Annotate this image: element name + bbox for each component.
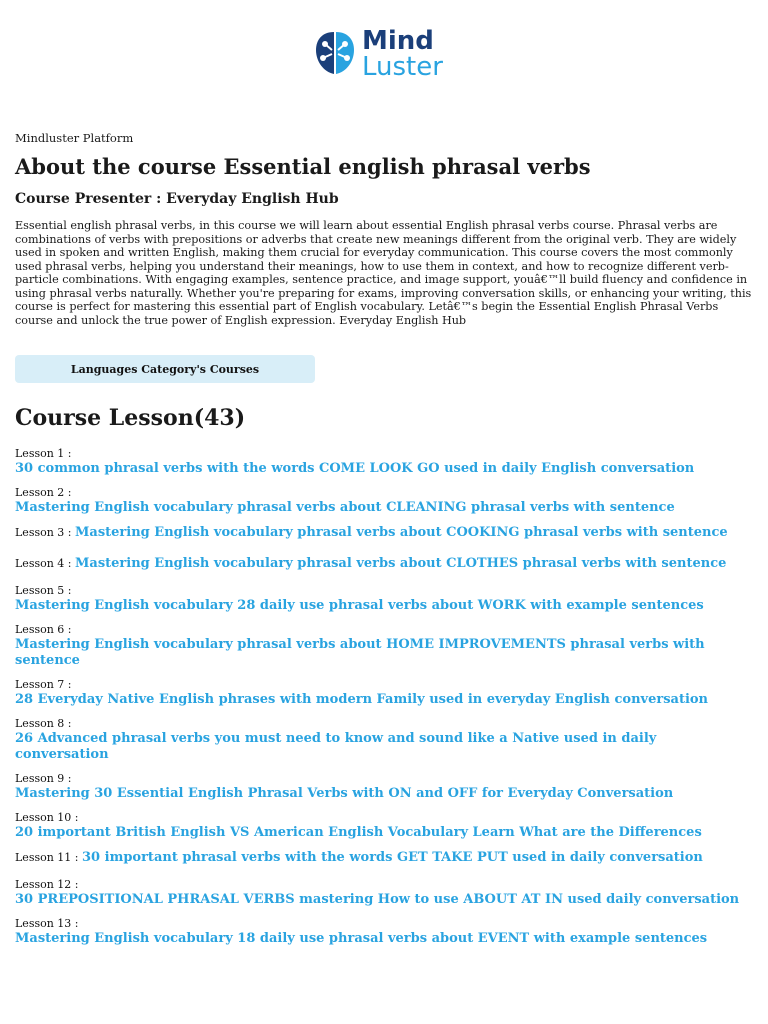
brain-icon (312, 28, 358, 80)
lesson-item (15, 850, 753, 866)
lessons-heading: Course Lesson(43) (15, 405, 246, 432)
lesson-link[interactable]: Mastering 30 Essential English Phrasal Verbs with ON and OFF for Everyday Conversation (15, 786, 674, 802)
lesson-link[interactable]: Mastering English vocabulary 18 daily use phrasal verbs about EVENT with example sentences (15, 931, 708, 947)
lesson-number: Lesson 6 : (15, 623, 72, 637)
lesson-number: Lesson 12 : (15, 878, 79, 892)
lesson-number: Lesson 11 : (15, 851, 79, 865)
lesson-item (15, 678, 753, 708)
page-title: About the course Essential english phrasal verbs (15, 154, 591, 179)
lesson-link[interactable]: Mastering English vocabulary phrasal verbs about CLEANING phrasal verbs with sentence (15, 500, 675, 516)
lesson-item (15, 772, 753, 802)
lesson-number: Lesson 3 : (15, 526, 72, 540)
lesson-link[interactable]: 28 Everyday Native English phrases with modern Family used in everyday English conversation (15, 692, 709, 708)
lesson-item (15, 878, 753, 908)
lesson-number: Lesson 2 : (15, 486, 72, 500)
page-header (0, 0, 768, 110)
lesson-number: Lesson 9 : (15, 772, 72, 786)
lesson-link[interactable]: 30 PREPOSITIONAL PHRASAL VERBS mastering How to use ABOUT AT IN used daily conversation (15, 892, 740, 908)
lesson-item (15, 525, 753, 541)
lesson-link[interactable]: 30 common phrasal verbs with the words COME LOOK GO used in daily English conversation (15, 461, 695, 477)
lesson-link[interactable]: 30 important phrasal verbs with the words GET TAKE PUT used in daily conversation (82, 850, 703, 866)
lesson-item (15, 486, 753, 516)
logo-text (362, 28, 443, 80)
site-logo[interactable] (312, 28, 462, 82)
lesson-number: Lesson 10 : (15, 811, 79, 825)
lesson-link[interactable]: Mastering English vocabulary phrasal verbs about CLOTHES phrasal verbs with sentence (75, 556, 727, 572)
lesson-item (15, 623, 753, 669)
category-courses-button[interactable]: Languages Category's Courses (15, 355, 315, 383)
lesson-list (15, 447, 753, 947)
lesson-number: Lesson 13 : (15, 917, 79, 931)
lesson-number: Lesson 8 : (15, 717, 72, 731)
logo-line-mind: Mind (362, 26, 434, 56)
lesson-link[interactable]: Mastering English vocabulary phrasal verbs about COOKING phrasal verbs with sentence (75, 525, 728, 541)
lesson-item (15, 717, 753, 763)
lesson-number: Lesson 1 : (15, 447, 72, 461)
lesson-item (15, 811, 753, 841)
lesson-link[interactable]: Mastering English vocabulary 28 daily use phrasal verbs about WORK with example sentences (15, 598, 704, 614)
lesson-item (15, 556, 753, 572)
lesson-number: Lesson 5 : (15, 584, 72, 598)
lesson-link[interactable]: 26 Advanced phrasal verbs you must need to know and sound like a Native used in daily conversation (15, 731, 657, 763)
course-description: Essential english phrasal verbs, in this course we will learn about essential English phrasal verbs course. Phrasal verbs are combinations of verbs with prepositions or adverbs that create new meanings different from the original verb. They are widely used in spoken and written English, making them crucial for everyday communication. This course covers the most commonly used phrasal verbs, helping you understand their meanings, how to use them in context, and how to recognize different verb-particle combinations. With engaging examples, sentence practice, and image support, youâ€™ll build fluency and confidence in using phrasal verbs naturally. Whether you're preparing for exams, improving conversation skills, or enhancing your writing, this course is perfect for mastering this essential part of English vocabulary. Letâ€™s begin the Essential English Phrasal Verbs course and unlock the true power of English expression. Everyday English Hub (15, 219, 752, 327)
lesson-item (15, 584, 753, 614)
platform-label: Mindluster Platform (15, 131, 134, 145)
lesson-link[interactable]: Mastering English vocabulary phrasal verbs about HOME IMPROVEMENTS phrasal verbs with sentence (15, 637, 705, 669)
lesson-number: Lesson 7 : (15, 678, 72, 692)
lesson-item (15, 917, 753, 947)
lesson-number: Lesson 4 : (15, 557, 72, 571)
logo-line-luster: Luster (362, 52, 443, 82)
lesson-link[interactable]: 20 important British English VS American English Vocabulary Learn What are the Differences (15, 825, 702, 841)
course-presenter: Course Presenter : Everyday English Hub (15, 191, 339, 208)
main-content (0, 131, 768, 947)
lesson-item (15, 447, 753, 477)
